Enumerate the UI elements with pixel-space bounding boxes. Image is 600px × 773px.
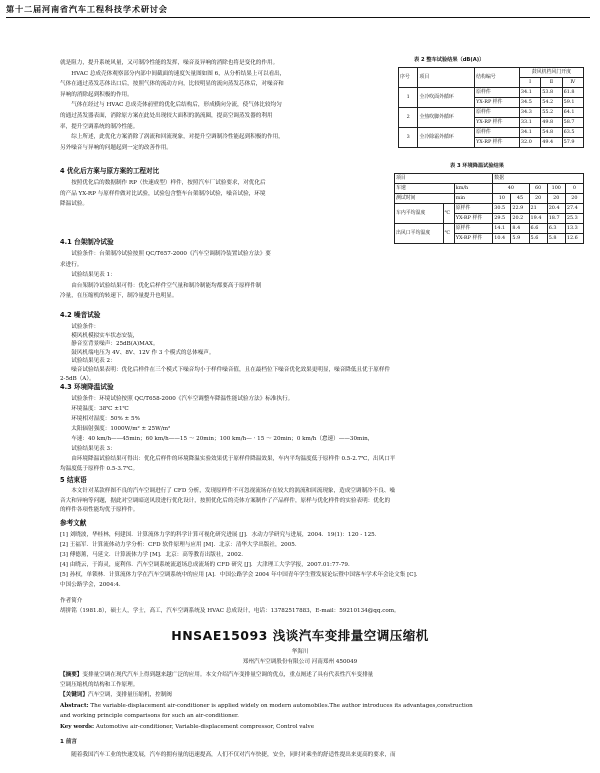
table2-sample: 原样件 (475, 128, 520, 138)
table2-sample: 原样件 (475, 108, 520, 118)
table3-time: 10 (493, 194, 511, 204)
table3-speed: 100 (547, 184, 565, 194)
table3-row (395, 224, 584, 234)
table3-group: 车内平均温度 (395, 204, 444, 224)
author-intro-label: 作者简介 (60, 598, 83, 604)
table2-item: 全冷吹面外循环 (418, 88, 475, 108)
table3-value: 6.3 (547, 224, 565, 234)
s41-line: 由台架制冷试验结果可得：优化后样件空气量和制冷制能均都要高于原样件制 (60, 282, 262, 289)
refs-line: [3] 傅德薰，马延文．计算流体力学 [M]．北京：高等教育出版社，2002． (60, 552, 247, 558)
table2-value: 34.1 (519, 88, 540, 98)
table3-speed: 60 (529, 184, 547, 194)
table2-head-item: 项目 (418, 68, 475, 88)
table2-value: 59.1 (562, 98, 583, 108)
table2-item: 全热吹脚外循环 (418, 108, 475, 128)
references-title: 参考文献 (60, 519, 87, 527)
table3-time: 20 (529, 194, 547, 204)
table2-value: 58.7 (562, 118, 583, 128)
table2-value: 55.2 (541, 108, 562, 118)
header-rule (6, 17, 590, 18)
table3-value: 25.3 (565, 214, 583, 224)
abstract-line-1 (60, 670, 373, 680)
table2 (398, 67, 584, 148)
en-keywords-label: Key words: (60, 724, 95, 730)
table2-head-structure: 结构编号 (475, 68, 520, 88)
table2-sample: YX-RP 样件 (475, 138, 520, 148)
table2-value: 49.8 (541, 118, 562, 128)
section43-title: 4.3 环境降温试验 (60, 383, 114, 391)
table2-caption: 表 2 整车试验结果（dB(A)） (414, 57, 485, 63)
table3-sample: 原样件 (454, 224, 493, 234)
keywords-label: 【关键词】 (60, 692, 88, 698)
table3-group: 出风口平均温度 (395, 224, 444, 244)
table3-value: 21 (529, 204, 547, 214)
s43-line: 太阳辐射强度：1000W/m² ± 25W/m² (60, 426, 171, 432)
table2-value: 54.8 (541, 128, 562, 138)
topLeft-line: 气体在经过与 HVAC 总成壳体前壁的优化后结构后，形成横向分流，使气体比较均匀 (60, 102, 282, 109)
s4intro-line: 的产品 YX-RP 与原样件做对比试验，试验包含整车台架制冷试验，噪音试验，环境 (60, 190, 266, 197)
table2-row (399, 108, 584, 118)
table3-value: 5.6 (529, 234, 547, 244)
topLeft-line: 另外噪音与异响的问题起到一定的改善作用。 (60, 144, 172, 151)
table2-value: 49.4 (541, 138, 562, 148)
refs-line: [5] 孙权，单锁林．计算流体力学在汽车空调系统中的应用 [A]．中国公路学会 2004 年中国青年学生暨发展论坛暨中国客车学术年会论文集 [C]． (60, 572, 422, 578)
table3-time: 45 (511, 194, 529, 204)
en-keywords-text: Automotive air-conditioner, Variable-displacement compressor, Control valve (95, 724, 315, 730)
table3-head-item: 项目 (395, 174, 493, 184)
topLeft-line: 率，提升空调系统的制冷性能。 (60, 123, 139, 130)
table3-value: 5.9 (511, 234, 529, 244)
s42-line: 2-5dB（A）。 (60, 375, 95, 382)
refs-line: [4] 由晓云，于海灵，庞利伟．汽车空调系统流道场总成流场的 CFD 研究 [J]．大津理工大学学报，2007.01:77-79． (60, 562, 354, 568)
author-intro-text: 胡拼铭（1981.8），硕士人，学士，高工，汽车空调系统及 HVAC 总成设计，电话：13782517883，E-mail：59210134@qq.com。 (60, 608, 400, 614)
table3-value: 6.6 (529, 224, 547, 234)
s43-line: 试验条件：环境试验按照 QC/T658-2000《汽车空调整车降温性能试验方法》标准执行。 (60, 396, 294, 402)
table2-value: 34.5 (519, 98, 540, 108)
table2-sample: YX-RP 样件 (475, 118, 520, 128)
section41-title: 4.1 台架制冷试验 (60, 238, 114, 246)
s5-line: 的样件各项性能均优于原样件。 (60, 507, 139, 514)
table2-sample: 原样件 (475, 88, 520, 98)
en-abstract-text-2: and working principle comparisons for such an air-conditioner. (60, 713, 239, 719)
table3-time-row (395, 194, 584, 204)
keywords-text: 汽车空调，变排量压缩机，控制阀 (87, 692, 172, 698)
table3-header-row (395, 174, 584, 184)
table3-time-unit: min (454, 194, 493, 204)
s42-line: 试验条件： (60, 324, 100, 330)
table3-speed-unit: km/h (454, 184, 493, 194)
article2-author: 华海川 (291, 649, 309, 655)
s43-line: 车速：40 km/h——45min；60 km/h——15 ～ 20min；100 km/h— · 15 ～ 20min；0 km/h（怠速）——30min， (60, 436, 374, 442)
table3-unit: ℃ (443, 224, 454, 244)
table2-header-row (399, 68, 584, 78)
table2-subhead: Ⅰ (519, 78, 540, 88)
topLeft-line: 异响的消除起到积极的作用。 (60, 91, 133, 98)
s41-line: 试验结果见表 1： (60, 272, 116, 279)
table3-value: 20.2 (511, 214, 529, 224)
en-abstract-text-1: The variable-displacement air-conditioner is applied widely on modern automobiles.The author introduces its advantages,construction (90, 703, 473, 709)
table3-value: 10.4 (493, 234, 511, 244)
table3-sample: YX-RP 样件 (454, 234, 493, 244)
table3-sample: YX-RP 样件 (454, 214, 493, 224)
table2-value: 34.3 (519, 108, 540, 118)
table3-row (395, 204, 584, 214)
running-header: 第十二届河南省汽车工程科技学术研讨会 (6, 4, 168, 14)
table3-caption: 表 3 环境降温试验结果 (450, 163, 504, 169)
topLeft-line: 气体在通过蒸发芯体出口后，按照气体的流动方向，比较明显的流向蒸发芯体后，对噪音和 (60, 81, 284, 88)
table2-value: 53.8 (541, 88, 562, 98)
table3-value: 13.3 (565, 224, 583, 234)
s42-line: 静音室背景噪声：25dB(A)MAX。 (60, 341, 159, 348)
table2-sample: YX-RP 样件 (475, 98, 520, 108)
s4intro-line: 按照优化后的数据制作 RP（快速成型）样件，按照汽车厂试验要求，对优化后 (60, 180, 266, 186)
table3-speed-label: 车速 (395, 184, 455, 194)
article2-affiliation: 郑州汽车空调股份有限公司 河南郑州 450049 (242, 659, 358, 665)
table3-head-data: 数据 (493, 174, 584, 184)
refs-line: 中国公路学会，2004:4． (60, 582, 125, 588)
table2-subhead: Ⅳ (562, 78, 583, 88)
table3-value: 8.4 (511, 224, 529, 234)
s41-line: 求进行。 (60, 261, 83, 268)
s42-line: 鼓风机端电压为 4V、8V、12V 作 3 个模式的总体噪声。 (60, 349, 215, 356)
topLeft-line: 的通过蒸发器表面，消除原方案在此处出现较大面积的涡流圈，提高空调蒸发器的利用 (60, 113, 273, 119)
table2-value: 34.1 (519, 128, 540, 138)
s43-line: 由环境降温试验结果可得出：优化后样件的环境降温实验效果优于原样件降温效果，车内平均温度低于原样件 0.5-2.7℃，出风口平 (60, 456, 396, 462)
preface-line: 随着我国汽车工业的快速发展，汽车的拥有量的迅速提高，人们不仅对汽车快捷，安全，同时对乘坐的舒适性提出来更高的要求，而 (60, 752, 396, 758)
s4intro-line: 降温试验。 (60, 201, 88, 208)
table3-sample: 原样件 (454, 204, 493, 214)
table3-value: 22.9 (511, 204, 529, 214)
table2-value: 64.1 (562, 108, 583, 118)
table2-row (399, 88, 584, 98)
table2-head-fan: 鼓风机档风门开度 (519, 68, 583, 78)
table3-time-label: 测试时间 (395, 194, 455, 204)
section42-title: 4.2 噪音试验 (60, 311, 101, 319)
refs-line: [2] 王福军．计算流体动力学分析：CFD 软件原理与应用 [M]．北京：清华大学出版社，2005． (60, 542, 301, 548)
table3-value: 20.4 (547, 204, 565, 214)
abstract-text-1: 变排量空调在现代汽车上得到越来越广泛的应用。本文介绍汽车变排量空调的优点，重点阐述了具有代表性汽车变排量 (82, 672, 374, 678)
topLeft-line: HVAC 总成壳体观察部分内部中间截面的速度矢量图如图 6，从分析结果上可以看出， (60, 70, 286, 77)
s43-line: 均温度低于原样件 0.5-3.7℃。 (60, 466, 139, 472)
table2-head-no: 序号 (399, 68, 418, 88)
table2-item: 全冷除霜外循环 (418, 128, 475, 148)
preface-title: 1 前言 (60, 739, 78, 745)
table2-value: 54.2 (541, 98, 562, 108)
table2-value: 63.5 (562, 128, 583, 138)
s5-line: 音大和异响等问题，据此对空调暗送风段进行优化设计，按照优化后的壳体方案制作了产品样件，原样与优化样件的实验表明：优化的 (60, 497, 391, 504)
article2-title: HNSAE15093 浅谈汽车变排量空调压缩机 (171, 628, 429, 643)
table3-value: 18.7 (547, 214, 565, 224)
table2-row (399, 128, 584, 138)
abstract-text-2: 空调压缩机的结构和工作原理。 (60, 682, 139, 688)
s42-line: 模风机模拟实车状态安装， (60, 332, 139, 339)
refs-line: [1] 刘晓波，华桂林，何建国．计算流体力学的科学计算可视化研究进展 [J]．水动力学研究与进展，2004．19(1)：120 - 125． (60, 532, 381, 538)
en-keywords-line (60, 722, 314, 732)
table3-speed: 0 (565, 184, 583, 194)
s5-line: 本文针对某款样图不良的汽车空调进行了 CFD 分析，发现原样件不可忽视流场存在较大的涡流和回流现象，造成空调制冷不良、噪 (60, 488, 396, 494)
s42-line: 试验结果见表 2： (60, 358, 116, 365)
en-abstract-line-1 (60, 701, 473, 711)
s41-line: 冷量，在压缩机的转速下，制冷量提升也明显。 (60, 293, 178, 300)
s43-line: 环境相对湿度：50% ± 5% (60, 416, 140, 422)
table3-unit: ℃ (443, 204, 454, 224)
table2-subhead: Ⅱ (541, 78, 562, 88)
topLeft-line: 综上所述，此优化方案消除了涡流和回流现象，对提升空调制冷性能起到积极的作用， (60, 134, 284, 141)
table3-value: 12.6 (565, 234, 583, 244)
table3-value: 5.8 (547, 234, 565, 244)
section4-title: 4 优化后方案与原方案的工程对比 (60, 167, 160, 175)
table3-speed: 40 (493, 184, 529, 194)
table3-time: 20 (547, 194, 565, 204)
table2-no: 1 (399, 88, 418, 108)
table2-value: 33.1 (519, 118, 540, 128)
table2-no: 2 (399, 108, 418, 128)
keywords-line (60, 690, 172, 700)
table2-no: 3 (399, 128, 418, 148)
table2-value: 61.8 (562, 88, 583, 98)
en-abstract-label: Abstract: (60, 703, 89, 709)
table3-speed-row (395, 184, 584, 194)
table3-value: 19.4 (529, 214, 547, 224)
table2-value: 57.9 (562, 138, 583, 148)
table3-value: 27.4 (565, 204, 583, 214)
section5-title: 5 结束语 (60, 476, 87, 484)
abstract-label: 【摘要】 (60, 672, 83, 678)
topLeft-line: 就是阻力，提升系统风量，又可制冷性能的发挥，噪音及异响的消除也将是变化的作用。 (60, 60, 279, 66)
s42-line: 噪音试验结果表明：优化后样件在三个模式下噪音均小于样件噪音值，且在最档位下噪音优化效果更明显，噪音降低且优于原样件 (60, 367, 391, 373)
s41-line: 试验条件：台架制冷试验按照 QC/T657-2000《汽车空调制冷装置试验方法》要 (60, 251, 271, 257)
table3-time: 20 (565, 194, 583, 204)
table2-value: 32.0 (519, 138, 540, 148)
s43-line: 环境温度：38℃ ±1℃ (60, 406, 129, 412)
table3 (394, 173, 584, 244)
table3-value: 14.1 (493, 224, 511, 234)
s43-line: 试验结果见表 3： (60, 446, 116, 452)
table3-value: 30.5 (493, 204, 511, 214)
table3-value: 29.5 (493, 214, 511, 224)
